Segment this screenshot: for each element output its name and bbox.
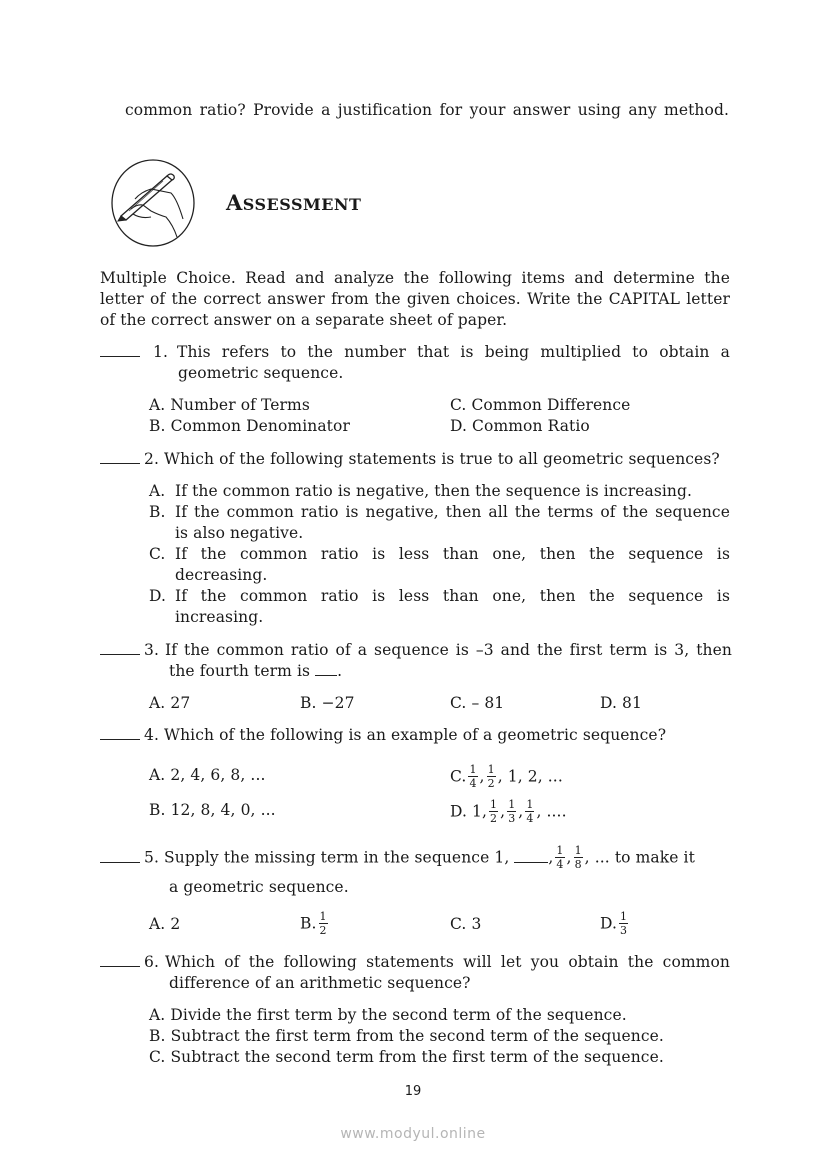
choice-text: Common Ratio: [472, 417, 590, 435]
choice-letter: C.: [149, 545, 166, 563]
choice-letter: D.: [149, 587, 167, 605]
numerator: 1: [508, 798, 516, 811]
title-rest: SSESSMENT: [242, 195, 362, 214]
punctuation: .: [337, 662, 343, 680]
watermark: www.modyul.online: [340, 1126, 486, 1142]
choice-text: decreasing.: [175, 566, 268, 584]
choice: [149, 1047, 664, 1068]
question-text: geometric sequence.: [178, 364, 344, 382]
choice: [149, 395, 350, 416]
choice-letter: B.: [300, 914, 317, 933]
choice-text: If the common ratio is negative, then all the terms of the sequence: [175, 503, 730, 521]
denominator: 2: [487, 777, 495, 790]
question-5: 5. Supply the missing term in the sequence 1, , $\frac{1}{4}$ , $\frac{1}{8}$ , ... to make it a geometric sequence.: [100, 846, 732, 898]
choice-letter: A.: [149, 915, 166, 933]
fraction: [525, 799, 534, 824]
choice: D. 1, $\frac{1}{2}$ , $\frac{1}{3}$ , $\frac{1}{4}$ , ....: [450, 798, 567, 825]
inline-blank: [315, 663, 337, 676]
choice-letter: B.: [149, 1027, 166, 1045]
q6-choices: [149, 1005, 664, 1068]
choice-text: – 81: [471, 694, 505, 712]
numerator: 1: [319, 910, 327, 923]
instruction-line: of the correct answer on a separate sheet of paper.: [100, 311, 508, 329]
q1-choices: [149, 395, 350, 437]
denominator: 4: [556, 858, 564, 871]
question-text: difference of an arithmetic sequence?: [169, 974, 471, 992]
choice: [300, 912, 330, 937]
title-initial: A: [226, 190, 243, 215]
choice-text: If the common ratio is less than one, then the sequence is: [175, 587, 730, 605]
choice-letter: A.: [149, 694, 166, 712]
choice-letter: A.: [149, 482, 166, 500]
numerator: 1: [620, 910, 628, 923]
question-text: Which of the following statements will let you obtain the common: [165, 953, 730, 971]
denominator: 8: [574, 858, 582, 871]
choice-text: Subtract the first term from the second term of the sequence.: [170, 1027, 664, 1045]
fraction: [489, 799, 498, 824]
choice-letter: A.: [149, 1006, 166, 1024]
denominator: 4: [469, 777, 477, 790]
choice-letter: A.: [149, 766, 166, 784]
choice-text: 1,: [472, 802, 488, 821]
page-number: 19: [404, 1084, 422, 1099]
choice: [149, 586, 730, 607]
question-6: [100, 952, 730, 994]
q1-choices-right: [450, 395, 630, 437]
choice: [149, 1005, 664, 1026]
choice: [149, 544, 730, 565]
choice-text: 2, 4, 6, 8, ...: [170, 766, 266, 784]
choice-text: increasing.: [175, 608, 264, 626]
fraction: [468, 764, 477, 789]
denominator: 2: [319, 924, 327, 937]
choice-text: 81: [622, 694, 642, 712]
choice-text: Common Denominator: [170, 417, 350, 435]
choice-text: If the common ratio is less than one, then the sequence is: [175, 545, 730, 563]
choice-letter: B.: [149, 503, 166, 521]
numerator: 1: [574, 844, 582, 857]
choice-letter: D.: [450, 802, 468, 821]
question-text: This refers to the number that is being multiplied to obtain a: [177, 343, 730, 361]
choice-letter: B.: [149, 801, 166, 819]
choice: [300, 693, 355, 714]
numerator: 1: [490, 798, 498, 811]
numerator: 1: [487, 763, 495, 776]
answer-blank[interactable]: [100, 342, 140, 357]
question-number: 2.: [144, 450, 159, 468]
choice-text: 12, 8, 4, 0, ...: [170, 801, 276, 819]
question-text: Supply the missing term in the sequence 1,: [164, 848, 510, 867]
question-3: [100, 640, 732, 682]
hand-writing-pencil-icon: [111, 159, 195, 247]
choice-letter: D.: [450, 417, 468, 435]
choice-text: Number of Terms: [170, 396, 310, 414]
choice-letter: B.: [300, 694, 317, 712]
choice-letter: A.: [149, 396, 166, 414]
instruction-line: letter of the correct answer from the given choices. Write the CAPITAL letter: [100, 290, 730, 308]
choice-letter: D.: [600, 694, 618, 712]
answer-blank[interactable]: [100, 848, 140, 863]
choice: [450, 914, 481, 935]
question-number: 3.: [144, 641, 159, 659]
instructions: [100, 268, 730, 331]
numerator: 1: [469, 763, 477, 776]
fraction: [319, 911, 328, 936]
choice-letter: C.: [149, 1048, 166, 1066]
question-number: 1.: [153, 343, 168, 361]
answer-blank[interactable]: [100, 725, 140, 740]
choice-text: −27: [321, 694, 355, 712]
fraction: [487, 764, 496, 789]
denominator: 2: [490, 812, 498, 825]
choice-letter: C.: [450, 396, 467, 414]
continuation-text: common ratio? Provide a justification for your answer using any method.: [125, 101, 729, 119]
answer-blank[interactable]: [100, 640, 140, 655]
denominator: 4: [526, 812, 534, 825]
section-title: [226, 190, 361, 215]
choice-text: Common Difference: [471, 396, 631, 414]
choice-text: , ....: [536, 802, 567, 821]
fraction: [555, 845, 564, 870]
denominator: 3: [508, 812, 516, 825]
choice-letter: B.: [149, 417, 166, 435]
fraction: [574, 845, 583, 870]
choice-letter: C.: [450, 767, 467, 786]
choice: [149, 765, 266, 786]
question-text: Which of the following statements is true to all geometric sequences?: [164, 450, 720, 468]
question-number: 5.: [144, 848, 159, 867]
choice: [600, 912, 630, 937]
choice-text: 3: [471, 915, 482, 933]
answer-blank[interactable]: [100, 449, 140, 464]
question-text: the fourth term is: [169, 662, 311, 680]
choice: C. $\frac{1}{4}$ , $\frac{1}{2}$ , 1, 2, ...: [450, 763, 563, 790]
choice-text: , 1, 2, ...: [497, 767, 563, 786]
numerator: 1: [556, 844, 564, 857]
question-text: Which of the following is an example of a geometric sequence?: [164, 726, 667, 744]
choice: [600, 693, 642, 714]
choice-letter: C.: [450, 694, 467, 712]
choice-letter: D.: [600, 914, 618, 933]
choice: [450, 395, 630, 416]
choice: [450, 693, 504, 714]
choice: [149, 800, 276, 821]
choice: [149, 416, 350, 437]
question-1: [100, 342, 730, 384]
fraction: [619, 911, 628, 936]
continuation-line: [125, 100, 729, 121]
choice-text: 27: [170, 694, 191, 712]
choice: [450, 416, 630, 437]
choice-letter: C.: [450, 915, 467, 933]
choice-text: is also negative.: [175, 524, 304, 542]
question-2: [100, 449, 732, 470]
q2-choices: [149, 481, 730, 628]
numerator: 1: [526, 798, 534, 811]
denominator: 3: [620, 924, 628, 937]
choice: [149, 481, 730, 502]
choice: [149, 693, 190, 714]
question-text: a geometric sequence.: [169, 878, 349, 896]
choice-text: 2: [170, 915, 181, 933]
missing-term-blank: [514, 850, 548, 863]
choice-text: Divide the first term by the second term of the sequence.: [170, 1006, 627, 1024]
section-icon: [111, 159, 195, 247]
choice: [149, 1026, 664, 1047]
fraction: [507, 799, 516, 824]
answer-blank[interactable]: [100, 952, 140, 967]
choice: [149, 914, 180, 935]
choice-text: Subtract the second term from the first term of the sequence.: [170, 1048, 664, 1066]
choice-text: If the common ratio is negative, then the sequence is increasing.: [175, 482, 693, 500]
question-number: 4.: [144, 726, 159, 744]
question-text: , ... to make it: [584, 848, 695, 867]
question-number: 6.: [144, 953, 159, 971]
question-text: If the common ratio of a sequence is –3 and the first term is 3, then: [165, 641, 732, 659]
question-4: [100, 725, 732, 746]
choice: [149, 502, 730, 523]
instruction-line: Multiple Choice. Read and analyze the following items and determine the: [100, 269, 730, 287]
